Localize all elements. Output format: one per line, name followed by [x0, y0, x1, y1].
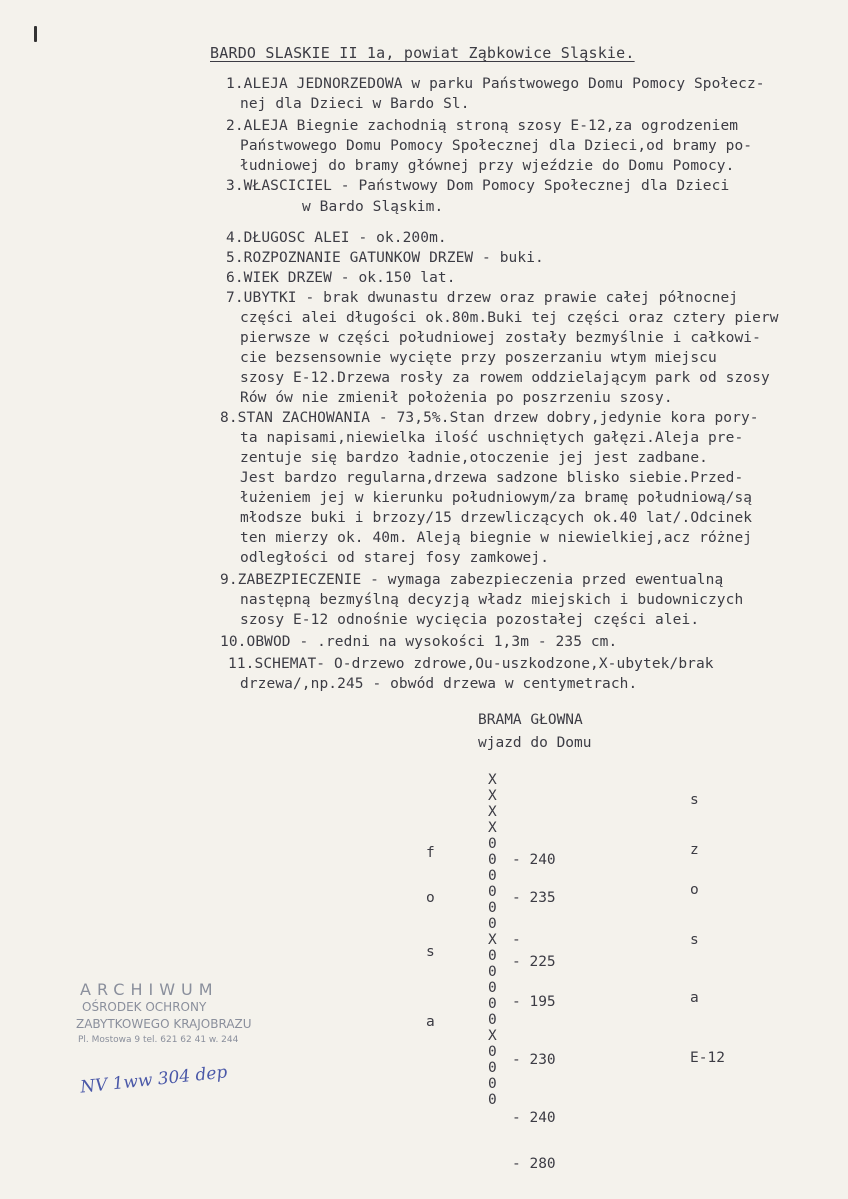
- circumference-value: - 195: [512, 994, 556, 1010]
- stamp-line: OŚRODEK OCHRONY: [82, 1000, 207, 1014]
- text-line: 10.OBWOD - .redni na wysokości 1,3m - 235 cm.: [220, 634, 618, 650]
- tree-mark: X: [488, 804, 497, 820]
- tree-mark: X: [488, 1028, 497, 1044]
- text-line: szosy E-12.Drzewa rosły za rowem oddzielającym park od szosy: [240, 370, 770, 386]
- circumference-value: - 240: [512, 1110, 556, 1126]
- margin-mark: [34, 26, 37, 42]
- text-line: 1.ALEJA JEDNORZEDOWA w parku Państwowego Domu Pomocy Społecz-: [226, 76, 765, 92]
- fosa-letter: f: [426, 845, 435, 861]
- tree-mark: 0: [488, 996, 497, 1012]
- text-line: drzewa/,np.245 - obwód drzewa w centymetrach.: [240, 676, 638, 692]
- text-line: młodsze buki i brzozy/15 drzewliczących ok.40 lat/.Odcinek: [240, 510, 753, 526]
- stamp-line: ZABYTKOWEGO KRAJOBRAZU: [76, 1017, 252, 1031]
- tree-mark: 0: [488, 948, 497, 964]
- tree-mark: 0: [488, 1044, 497, 1060]
- text-line: pierwsze w części południowej zostały bezmyślnie i całkowi-: [240, 330, 761, 346]
- tree-mark: 0: [488, 868, 497, 884]
- text-line: 2.ALEJA Biegnie zachodnią stroną szosy E-12,za ogrodzeniem: [226, 118, 739, 134]
- tree-mark: X: [488, 788, 497, 804]
- circumference-value: - 230: [512, 1052, 556, 1068]
- circumference-value: - 280: [512, 1156, 556, 1172]
- tree-mark: 0: [488, 1012, 497, 1028]
- tree-mark: 0: [488, 852, 497, 868]
- szosa-letter: s: [690, 792, 699, 808]
- text-line: Jest bardzo regularna,drzewa sadzone blisko siebie.Przed-: [240, 470, 744, 486]
- page-title: BARDO SLASKIE II 1a, powiat Ząbkowice Sląskie.: [210, 44, 635, 62]
- fosa-letter: o: [426, 890, 435, 906]
- text-line: 6.WIEK DRZEW - ok.150 lat.: [226, 270, 456, 286]
- tree-mark: 0: [488, 1076, 497, 1092]
- circumference-value: - 235: [512, 890, 556, 906]
- tree-mark: 0: [488, 1060, 497, 1076]
- text-line: części alei długości ok.80m.Buki tej części oraz cztery pierw: [240, 310, 779, 326]
- gate-label: BRAMA GŁOWNA: [478, 712, 583, 728]
- tree-mark: X: [488, 820, 497, 836]
- fosa-letter: a: [426, 1014, 435, 1030]
- gate-sublabel: wjazd do Domu: [478, 735, 592, 751]
- text-line: 9.ZABEZPIECZENIE - wymaga zabezpieczenia przed ewentualną: [220, 572, 724, 588]
- text-line: Rów ów nie zmienił położenia po poszrzeniu szosy.: [240, 390, 673, 406]
- fosa-letter: s: [426, 944, 435, 960]
- text-line: ta napisami,niewielka ilość uschniętych gałęzi.Aleja pre-: [240, 430, 744, 446]
- tree-mark: 0: [488, 964, 497, 980]
- tree-mark: X: [488, 772, 497, 788]
- text-line: 4.DŁUGOSC ALEI - ok.200m.: [226, 230, 447, 246]
- stamp-line: ARCHIWUM: [80, 980, 219, 999]
- text-line: łudniowej do bramy głównej przy wjeździe do Domu Pomocy.: [240, 158, 735, 174]
- text-line: następną bezmyślną decyzją władz miejskich i budowniczych: [240, 592, 744, 608]
- text-line: Państwowego Domu Pomocy Społecznej dla Dzieci,od bramy po-: [240, 138, 753, 154]
- tree-mark: 0: [488, 916, 497, 932]
- text-line: ten mierzy ok. 40m. Aleją biegnie w niewielkiej,acz różnej: [240, 530, 753, 546]
- tree-mark: 0: [488, 1092, 497, 1108]
- circumference-value: - 225: [512, 954, 556, 970]
- circumference-value: -: [512, 932, 521, 948]
- text-line: 11.SCHEMAT- O-drzewo zdrowe,Ou-uszkodzone,X-ubytek/brak: [228, 656, 714, 672]
- text-line: w Bardo Sląskim.: [302, 199, 444, 215]
- tree-mark: 0: [488, 900, 497, 916]
- text-line: cie bezsensownie wycięte przy poszerzaniu wtym miejscu: [240, 350, 717, 366]
- text-line: zentuje się bardzo ładnie,otoczenie jej jest zadbane.: [240, 450, 708, 466]
- szosa-letter: z: [690, 842, 699, 858]
- road-label: E-12: [690, 1050, 725, 1066]
- text-line: nej dla Dzieci w Bardo Sl.: [240, 96, 470, 112]
- circumference-value: - 240: [512, 852, 556, 868]
- szosa-letter: s: [690, 932, 699, 948]
- handwritten-note: NV 1ww 304 dep: [79, 1062, 229, 1098]
- stamp-line: Pl. Mostowa 9 tel. 621 62 41 w. 244: [78, 1035, 239, 1045]
- text-line: 3.WŁASCICIEL - Państwowy Dom Pomocy Społecznej dla Dzieci: [226, 178, 730, 194]
- text-line: odległości od starej fosy zamkowej.: [240, 550, 550, 566]
- tree-mark: 0: [488, 884, 497, 900]
- text-line: szosy E-12 odnośnie wycięcia pozostałej części alei.: [240, 612, 700, 628]
- text-line: 8.STAN ZACHOWANIA - 73,5%.Stan drzew dobry,jedynie kora pory-: [220, 410, 759, 426]
- text-line: 5.ROZPOZNANIE GATUNKOW DRZEW - buki.: [226, 250, 544, 266]
- szosa-letter: a: [690, 990, 699, 1006]
- tree-mark: 0: [488, 836, 497, 852]
- tree-column: [488, 772, 497, 1108]
- tree-mark: X: [488, 932, 497, 948]
- tree-mark: 0: [488, 980, 497, 996]
- text-line: 7.UBYTKI - brak dwunastu drzew oraz prawie całej północnej: [226, 290, 739, 306]
- text-line: łużeniem jej w kierunku południowym/za bramę południową/są: [240, 490, 753, 506]
- szosa-letter: o: [690, 882, 699, 898]
